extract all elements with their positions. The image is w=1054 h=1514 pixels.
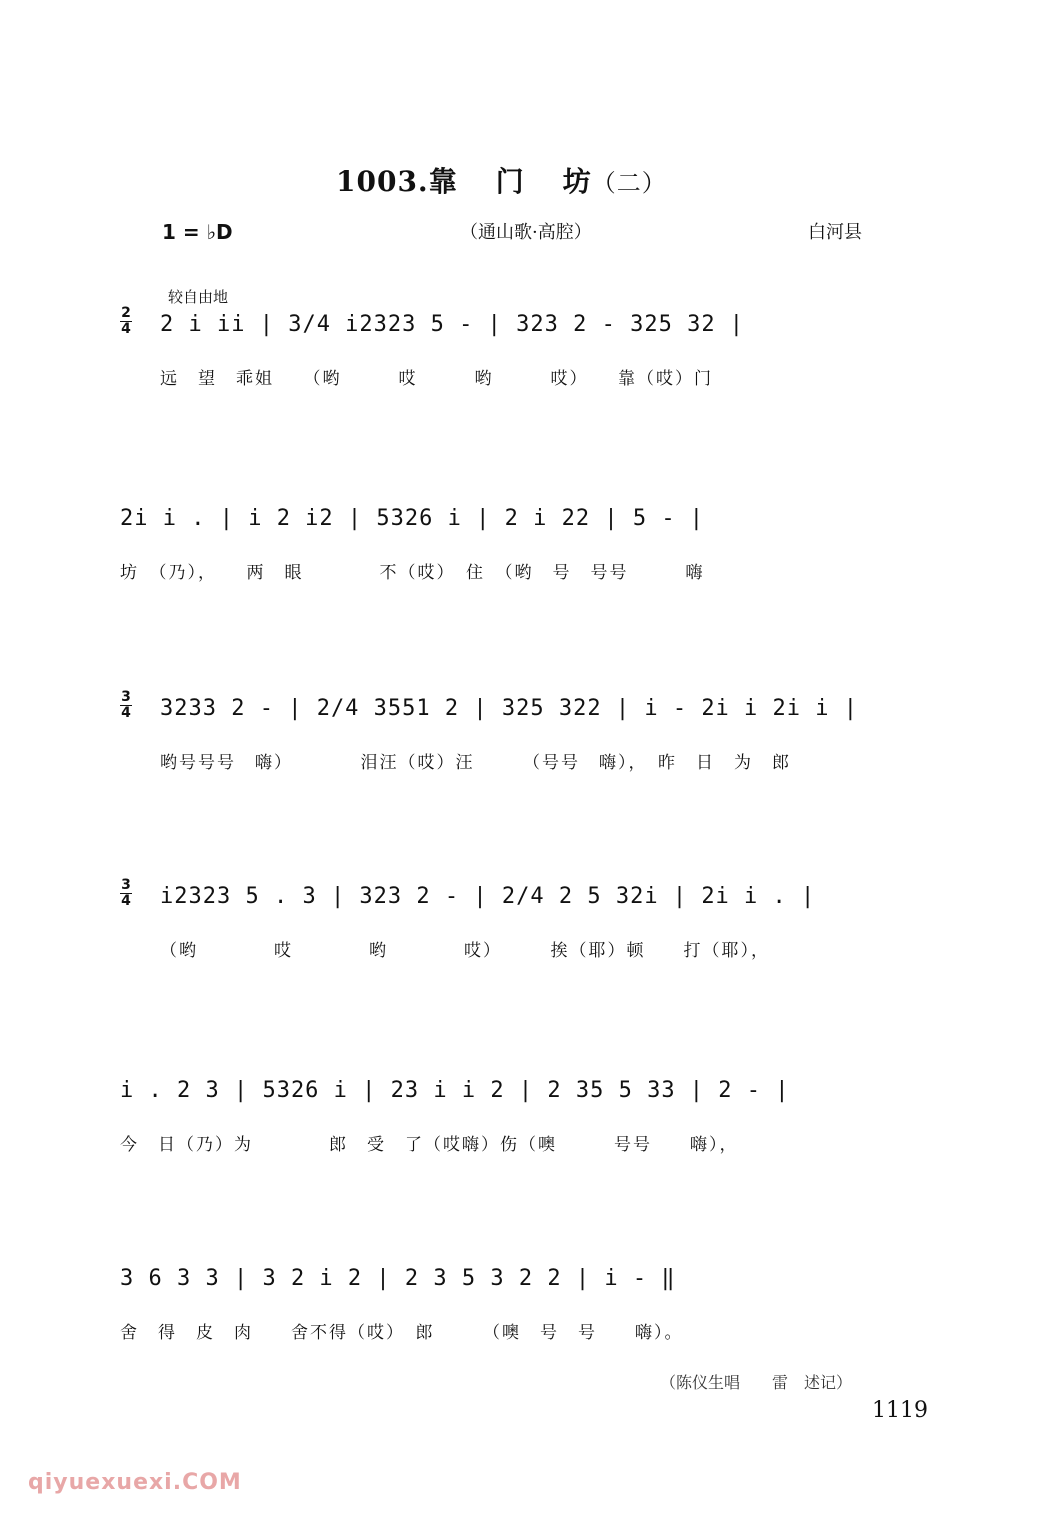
lyrics-line: （哟 哎 哟 哎） 挨（耶）顿 打（耶），: [160, 941, 770, 961]
notation-line: 2 i ii | 3/4 i2323 5 - | 323 2 - 325 32 |: [160, 312, 745, 337]
title-suffix: （二）: [591, 169, 667, 197]
key-signature: 1 = ♭D: [162, 220, 233, 244]
notation-line: 2i i . | i 2 i2 | 5326 i | 2 i 22 | 5 - |: [120, 506, 705, 531]
time-signature: 3 4: [121, 877, 131, 909]
lyrics-line: 舍 得 皮 肉 舍不得（哎） 郎 （噢 号 号 嗨）。: [120, 1323, 684, 1343]
region-label: 白河县: [808, 222, 862, 243]
site-watermark: qiyuexuexi.COM: [28, 1470, 242, 1495]
performer-credit: （陈仪生唱 雷 述记）: [660, 1373, 853, 1392]
tempo-marking: 较自由地: [168, 288, 229, 306]
time-signature: 3 4: [121, 689, 131, 721]
notation-line: i2323 5 . 3 | 323 2 - | 2/4 2 5 32i | 2i i . |: [160, 884, 816, 909]
title-char-3: 坊: [562, 165, 592, 198]
genre-label: （通山歌·高腔）: [460, 222, 592, 243]
notation-line: 3 6 3 3 | 3 2 i 2 | 2 3 5 3 2 2 | i - ‖: [120, 1266, 676, 1291]
notation-line: i . 2 3 | 5326 i | 23 i i 2 | 2 35 5 33 | 2 - |: [120, 1078, 790, 1103]
time-signature: 2 4: [121, 305, 131, 337]
song-title: [336, 160, 667, 200]
notation-line: 3233 2 - | 2/4 3551 2 | 325 322 | i - 2i i 2i i |: [160, 696, 859, 721]
lyrics-line: 远 望 乖姐 （哟 哎 哟 哎） 靠（哎）门: [160, 369, 713, 389]
lyrics-line: 坊 （乃）， 两 眼 不（哎） 住 （哟 号 号号 嗨: [120, 563, 705, 583]
title-char-2: 门: [495, 165, 525, 198]
title-char-1: 靠: [428, 165, 458, 198]
song-number: 1003.: [336, 165, 429, 198]
lyrics-line: 哟号号号 嗨） 泪汪（哎）汪 （号号 嗨）， 昨 日 为 郎: [160, 753, 791, 773]
lyrics-line: 今 日（乃）为 郎 受 了（哎嗨）伤（噢 号号 嗨），: [120, 1135, 739, 1155]
page-number: 1119: [872, 1398, 928, 1423]
